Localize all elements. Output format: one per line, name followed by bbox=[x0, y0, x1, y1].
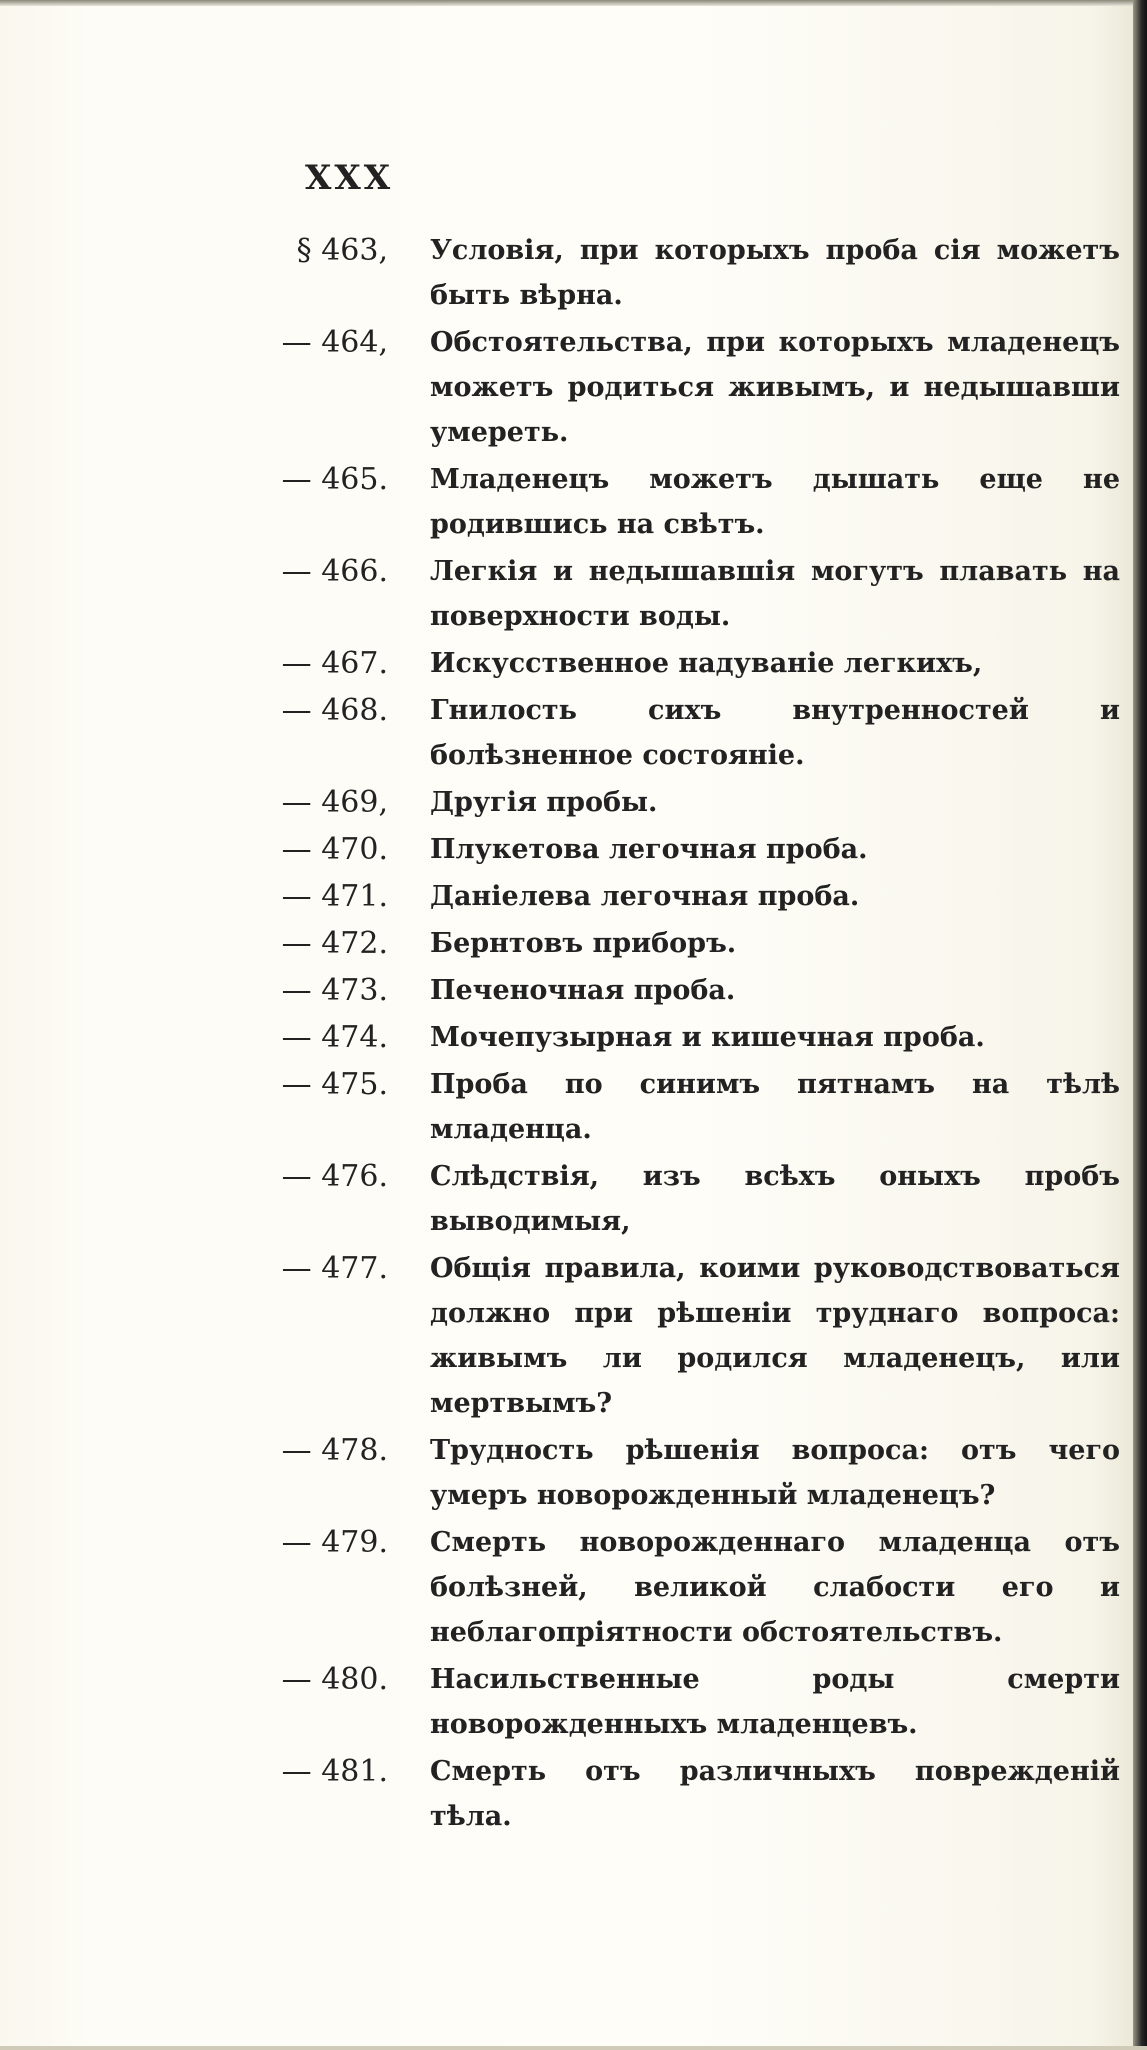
toc-entry bbox=[270, 1154, 1130, 1244]
section-title: Бернтовъ приборъ. bbox=[430, 928, 737, 959]
section-title: Проба по синимъ пятнамъ на тѣлѣ младенца. bbox=[430, 1069, 1120, 1145]
toc-entry bbox=[270, 1015, 1130, 1060]
toc-entry bbox=[270, 320, 1130, 455]
section-number: — 470. bbox=[281, 832, 388, 867]
toc-entry bbox=[270, 228, 1130, 318]
page-top-edge bbox=[0, 0, 1147, 6]
page-bottom-edge bbox=[0, 2046, 1147, 2050]
section-title: Мочепузырная и кишечная проба. bbox=[430, 1022, 985, 1053]
section-number: — 471. bbox=[281, 879, 388, 914]
section-number: — 481. bbox=[281, 1754, 388, 1789]
section-number: — 477. bbox=[281, 1251, 388, 1286]
section-title: Плукетова легочная проба. bbox=[430, 834, 868, 865]
toc-entry bbox=[270, 1749, 1130, 1839]
toc-entry bbox=[270, 641, 1130, 686]
toc-entry bbox=[270, 1428, 1130, 1518]
table-of-contents bbox=[270, 228, 1130, 1841]
section-title: Обстоятельства, при которыхъ младенецъ можетъ родиться живымъ, и недышавши умереть. bbox=[430, 327, 1120, 448]
section-number: — 466. bbox=[281, 554, 388, 589]
toc-entry bbox=[270, 688, 1130, 778]
section-title: Смерть отъ различныхъ поврежденій тѣла. bbox=[430, 1756, 1120, 1832]
toc-entry bbox=[270, 549, 1130, 639]
section-number: § 463, bbox=[296, 233, 388, 268]
toc-entry bbox=[270, 457, 1130, 547]
section-number: — 473. bbox=[281, 973, 388, 1008]
section-title: Смерть новорожденнаго младенца отъ болѣзней, великой слабости его и неблагопріятности обстоятельствъ. bbox=[430, 1527, 1120, 1648]
section-number: — 469, bbox=[281, 785, 388, 820]
toc-entry bbox=[270, 780, 1130, 825]
section-number: — 480. bbox=[281, 1662, 388, 1697]
section-number: — 474. bbox=[281, 1020, 388, 1055]
section-number: — 464, bbox=[281, 325, 388, 360]
toc-entry bbox=[270, 1246, 1130, 1426]
toc-entry bbox=[270, 1062, 1130, 1152]
section-number: — 476. bbox=[281, 1159, 388, 1194]
section-number: — 465. bbox=[281, 462, 388, 497]
book-spine-shadow bbox=[1133, 0, 1147, 2050]
toc-entry bbox=[270, 1657, 1130, 1747]
section-title: Печеночная проба. bbox=[430, 975, 736, 1006]
section-title: Младенецъ можетъ дышать еще не родившись на свѣтъ. bbox=[430, 464, 1120, 540]
section-title: Другія пробы. bbox=[430, 787, 658, 818]
section-title: Общія правила, коими руководствоваться должно при рѣшеніи труднаго вопроса: живымъ ли родился младенецъ, или мертвымъ? bbox=[430, 1253, 1120, 1419]
section-number: — 468. bbox=[281, 693, 388, 728]
section-title: Даніелева легочная проба. bbox=[430, 881, 860, 912]
toc-entry bbox=[270, 874, 1130, 919]
section-number: — 479. bbox=[281, 1525, 388, 1560]
toc-entry bbox=[270, 827, 1130, 872]
section-title: Условія, при которыхъ проба сія можетъ быть вѣрна. bbox=[430, 235, 1120, 311]
section-number: — 472. bbox=[281, 926, 388, 961]
section-title: Искусственное надуваніе легкихъ, bbox=[430, 648, 983, 679]
section-number: — 467. bbox=[281, 646, 388, 681]
section-title: Насильственные роды смерти новорожденныхъ младенцевъ. bbox=[430, 1664, 1120, 1740]
toc-entry bbox=[270, 968, 1130, 1013]
section-title: Слѣдствія, изъ всѣхъ оныхъ пробъ выводимыя, bbox=[430, 1161, 1120, 1237]
toc-entry bbox=[270, 1520, 1130, 1655]
page-number-header: XXX bbox=[305, 158, 394, 198]
section-number: — 478. bbox=[281, 1433, 388, 1468]
toc-entry bbox=[270, 921, 1130, 966]
section-title: Трудность рѣшенія вопроса: отъ чего умеръ новорожденный младенецъ? bbox=[430, 1435, 1120, 1511]
section-title: Гнилость сихъ внутренностей и болѣзненное состояніе. bbox=[430, 695, 1120, 771]
section-number: — 475. bbox=[281, 1067, 388, 1102]
section-title: Легкія и недышавшія могутъ плавать на поверхности воды. bbox=[430, 556, 1120, 632]
